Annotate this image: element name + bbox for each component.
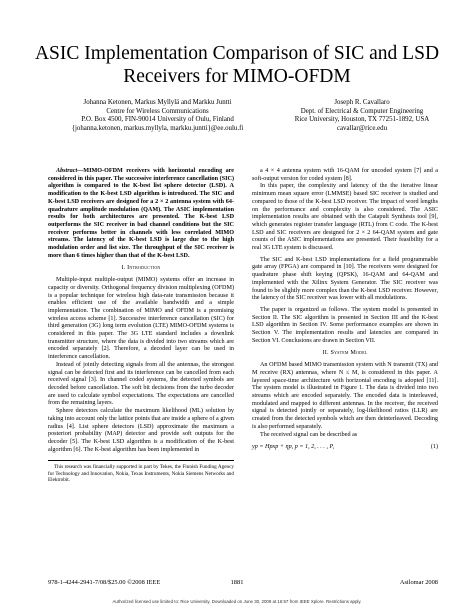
address-left: P.O. Box 4500, FIN-90014 University of Oulu, Finland <box>81 116 234 124</box>
abstract-lead: Abstract <box>56 168 78 174</box>
author-block-right <box>268 99 456 133</box>
affiliation-right: Dept. of Electrical & Computer Engineering <box>300 107 424 115</box>
equation-body: yp = Hpxp + ηp, p = 1, 2, . . . , P, <box>252 444 335 451</box>
right-column <box>252 168 438 452</box>
equation-number: (1) <box>430 444 438 451</box>
footer-conference: Asilomar 2008 <box>399 579 438 586</box>
intro-paragraph: Multiple-input multiple-output (MIMO) systems offer an increase in capacity or diversity. Orthogonal frequency division multiplexing (OFDM) is a popular technique for wireless high data-rate transmission because it enables efficient use of the available bandwidth and a simple implementation. The combination of MIMO and OFDM is a promising wireless access scheme [1]. Successive interference cancellation (SIC) for third generation (3G) long term evolution (LTE) MIMO-OFDM systems is considered in this paper. The 3G LTE standard includes a downlink transmitter structure, where the data is divided into two streams which are encoded separately [2]. Therefore, a decoded layer can be used in interference cancellation. <box>48 277 234 361</box>
author-names-right: Joseph R. Cavallaro <box>334 99 390 106</box>
body-paragraph: The received signal can be described as <box>260 431 358 438</box>
section-heading-introduction: I. Introduction <box>121 265 161 272</box>
equation-1 <box>252 444 438 452</box>
address-right: Rice University, Houston, TX 77251-1892, USA <box>294 116 430 124</box>
paper-title: ASIC Implementation Comparison of SIC and LSD Receivers for MIMO-OFDM <box>34 43 440 87</box>
funding-footnote: This research was financially supported in part by Tekes, the Finnish Funding Agency for Technology and Innovation, Nokia, Texas Instruments, Nokia Siemens Networks and Elektrobit. <box>48 460 234 484</box>
license-note: Authorized licensed use limited to: Rice University. Downloaded on June 30, 2009 at 16:57 from IEEE Xplore. Restrictions apply. <box>112 599 362 604</box>
email-left: {johanna.ketonen, markus.myllyla, markku.juntti}@ee.oulu.fi <box>71 124 244 132</box>
section-heading-system-model: II. System Model <box>322 350 368 357</box>
footer-page-number: 1881 <box>230 579 244 586</box>
intro-paragraph: Instead of jointly detecting signals from all the antennas, the strongest signal can be detected first and its interference can be cancelled from each received signal [3]. In channel coded systems, the detected symbols are decoded before cancellation. The soft bit decisions from the turbo decoder are used to calculate symbol expectations. The expectations are cancelled from the remaining layers. <box>48 361 234 407</box>
email-right: cavallar@rice.edu <box>336 124 388 132</box>
abstract-text: —MIMO-OFDM receivers with horizontal encoding are considered in this paper. The successive interference cancellation (SIC) algorithm is compared to the K-best list sphere detector (LSD). A modification to the K-best LSD algorithm is introduced. The SIC and K-best LSD receivers are designed for a 2 × 2 antenna system with 64-quadrature amplitude modulation (QAM). The ASIC implementation results for both architectures are presented. The K-best LSD outperforms the SIC receiver in bad channel conditions but the SIC receiver performs better in channels with less correlated MIMO streams. The latency of the K-best LSD is large due to the high modulation order and list size. The throughput of the SIC receiver is more than 6 times higher than that of the K-best LSD. <box>48 168 234 259</box>
body-paragraph: The paper is organized as follows. The system model is presented in Section II. The SIC algorithm is presented in Section III and the K-best LSD algorithm in Section IV. Some performance examples are shown in Section V. The implementation results and latencies are compared in Section VI. Conclusions are drawn in Section VII. <box>252 306 438 344</box>
body-paragraph: An OFDM based MIMO transmission system with N transmit (TX) and M receive (RX) antennas, where N ≤ M, is considered in this paper. A layered space-time architecture with horizontal encoding is adopted [11]. The system model is illustrated in Figure 1. The data is divided into two streams which are encoded separately. The encoded data is interleaved, modulated and mapped to different antennas. In the receiver, the received signal is detected jointly or separately, log-likelihood ratios (LLR) are created from the detected symbols which are then deinterleaved. Decoding is also performed separately. <box>252 362 438 430</box>
left-column <box>48 168 234 484</box>
abstract <box>48 168 234 260</box>
intro-paragraph: Sphere detectors calculate the maximum likelihood (ML) solution by taking into account only the lattice points that are inside a sphere of a given radius [4]. List sphere detectors (LSD) approximate the maximum a posteriori probability (MAP) detector and provide soft outputs for the decoder [5]. The K-best LSD algorithm is a modification of the K-best algorithm [6]. The K-best algorithm has been implemented in <box>48 408 234 453</box>
body-paragraph: In this paper, the complexity and latency of the the iterative linear minimum mean square error (LMMSE) based SIC receiver is studied and compared to those of the K-best LSD receiver. The impact of word lengths on the performance and complexity is also considered. The ASIC implementation results are obtained with the Catapult Synthesis tool [9], which generates register transfer language (RTL) from C code. The K-best LSD and SIC receivers are designed for 2 × 2 64-QAM system and gate counts of the ASIC implementations are presented. Their feasibility for a real 3G LTE system is discussed. <box>252 183 438 252</box>
body-paragraph: a 4 × 4 antenna system with 16-QAM for uncoded system [7] and a soft-output version for coded system [8]. <box>252 168 438 182</box>
author-block-left <box>40 99 275 133</box>
affiliation-left: Centre for Wireless Communications <box>106 107 209 115</box>
author-names-left: Johanna Ketonen, Markus Myllylä and Markku Juntti <box>83 99 232 106</box>
body-paragraph: The SIC and K-best LSD implementations for a field programmable gate array (FPGA) are compared in [10]. The receivers were designed for quadrature phase shift keying (QPSK), 16-QAM and 64-QAM and implemented with the Xilinx System Generator. The SIC receiver was found to be slightly more complex than the K-best LSD receiver. However, the latency of the SIC receiver was lower with all modulations. <box>252 256 438 302</box>
footer-isbn: 978-1-4244-2941-7/08/$25.00 ©2008 IEEE <box>48 579 161 586</box>
